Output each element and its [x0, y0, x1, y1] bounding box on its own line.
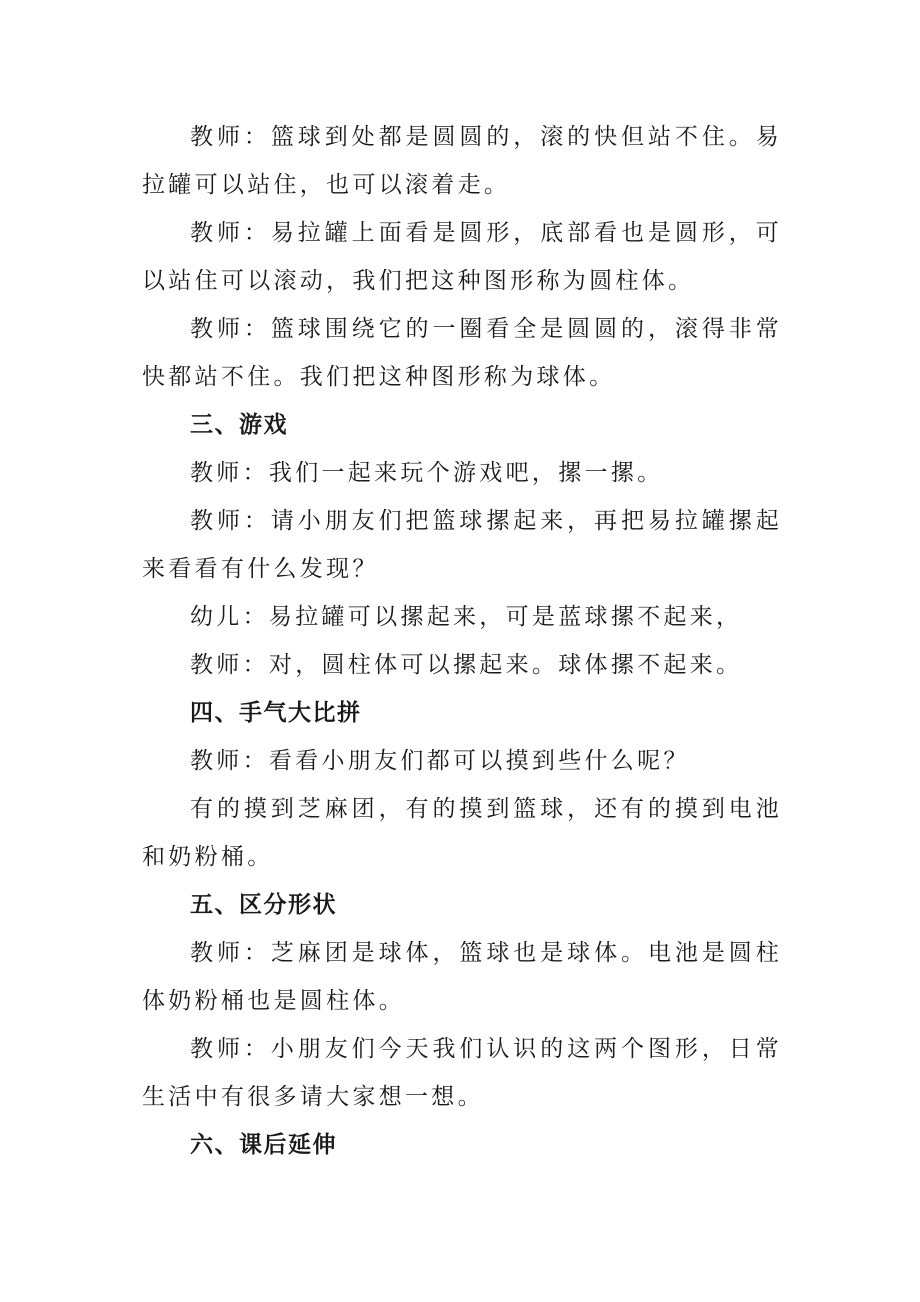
- section-heading: 四、手气大比拼: [190, 700, 362, 726]
- paragraph: 幼儿：易拉罐可以摞起来，可是蓝球摞不起来，: [190, 604, 743, 630]
- section-heading: 三、游戏: [190, 412, 288, 438]
- paragraph: 教师：芝麻团是球体，篮球也是球体。电池是圆柱体奶粉桶也是圆柱体。: [142, 940, 782, 1014]
- document-page: [142, 113, 782, 1169]
- paragraph: 教师：看看小朋友们都可以摸到些什么呢？: [190, 748, 690, 774]
- section-heading: 五、区分形状: [190, 892, 337, 918]
- paragraph: 教师：小朋友们今天我们认识的这两个图形，日常生活中有很多请大家想一想。: [142, 1036, 782, 1110]
- paragraph: 有的摸到芝麻团，有的摸到篮球，还有的摸到电池和奶粉桶。: [142, 796, 782, 870]
- section-heading: 六、课后延伸: [190, 1132, 337, 1158]
- paragraph: 教师：我们一起来玩个游戏吧，摞一摞。: [190, 460, 664, 486]
- paragraph: 教师：请小朋友们把篮球摞起来，再把易拉罐摞起来看看有什么发现？: [142, 508, 782, 582]
- paragraph: 教师：篮球到处都是圆圆的，滚的快但站不住。易拉罐可以站住，也可以滚着走。: [142, 124, 782, 198]
- paragraph: 教师：对，圆柱体可以摞起来。球体摞不起来。: [190, 652, 743, 678]
- paragraph: 教师：篮球围绕它的一圈看全是圆圆的，滚得非常快都站不住。我们把这种图形称为球体。: [142, 316, 782, 390]
- paragraph: 教师：易拉罐上面看是圆形，底部看也是圆形，可以站住可以滚动，我们把这种图形称为圆柱体。: [142, 220, 782, 294]
